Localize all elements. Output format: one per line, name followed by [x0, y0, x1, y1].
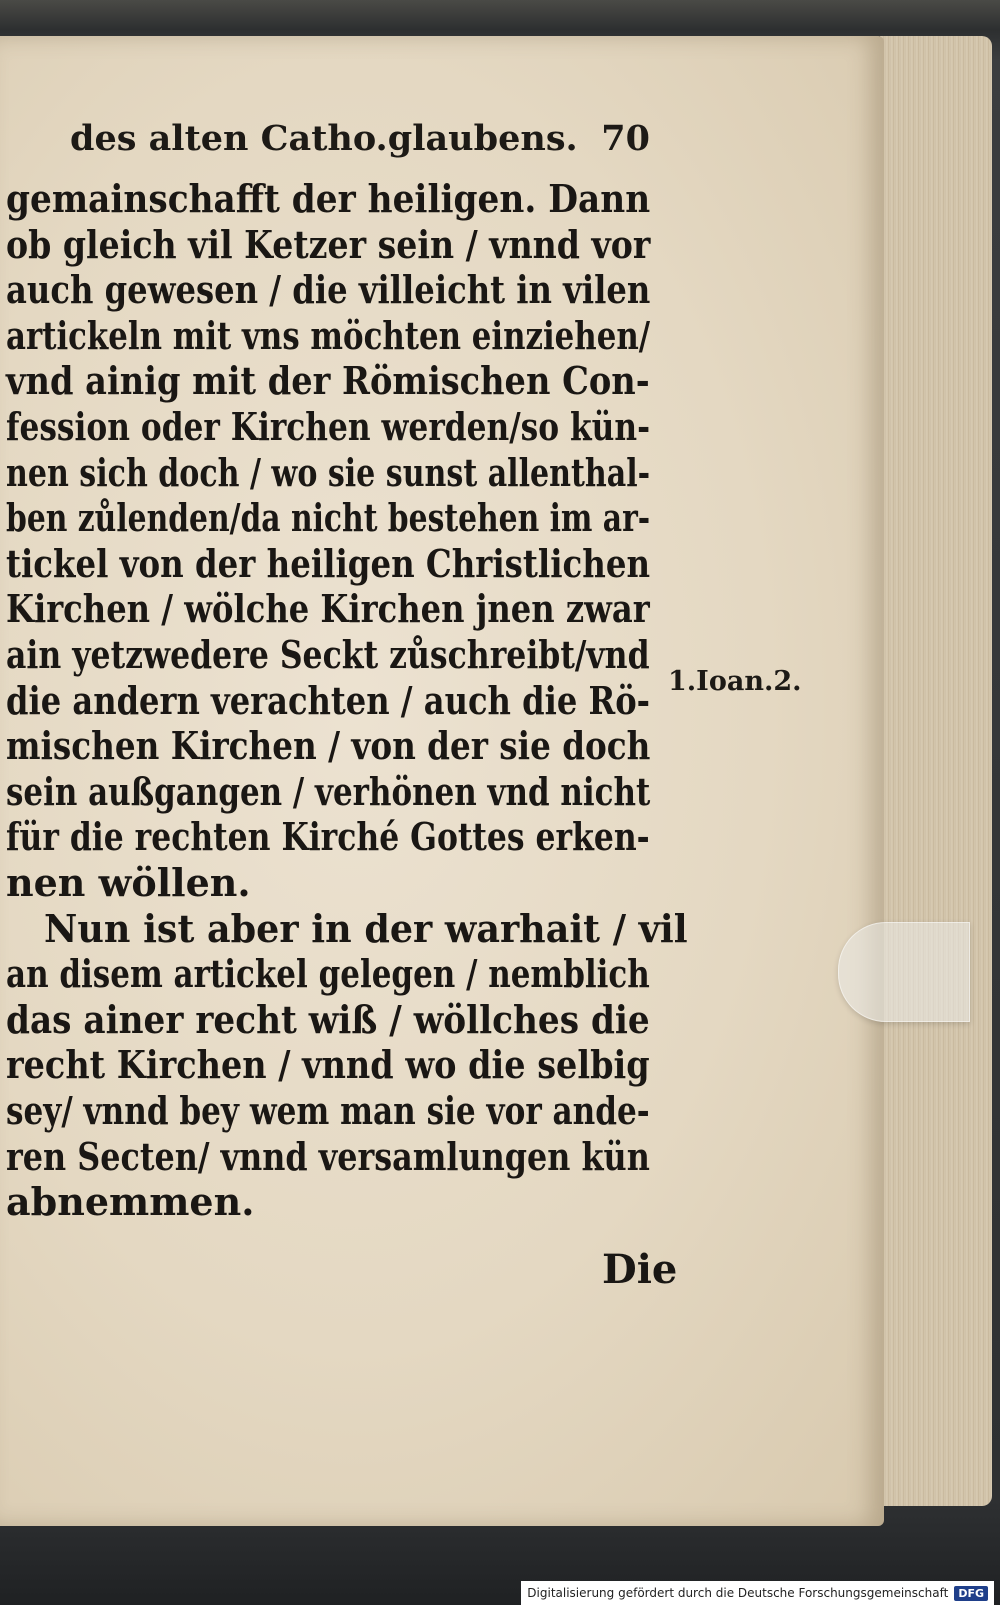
text-line: auch gewesen / die villeicht in vilen	[6, 267, 651, 313]
text-line: an disem artickel gelegen / nemblich	[6, 951, 650, 997]
text-line: ain yetzwedere Seckt zůschreibt/vnd	[6, 632, 650, 677]
text-line: recht Kirchen / vnnd wo die selbig	[6, 1042, 650, 1088]
text-line: fession oder Kirchen werden/so kün-	[6, 404, 651, 449]
text-line: die andern verachten / auch die Rö-	[6, 677, 651, 723]
folio-number: 70	[601, 118, 650, 159]
text-line: artickeln mit vns möchten einziehen/	[6, 312, 650, 358]
text-line: sey/ vnnd bey wem man sie vor ande-	[6, 1088, 650, 1133]
text-line: nen wöllen.	[6, 860, 251, 905]
text-line: für die rechten Kirché Gottes erken-	[6, 814, 650, 860]
text-line: ben zůlenden/da nicht bestehen im ar-	[6, 495, 651, 541]
text-line: mischen Kirchen / von der sie doch	[6, 723, 651, 769]
text-line: tickel von der heiligen Christlichen	[6, 540, 651, 586]
running-head: des alten Catho.glaubens.	[70, 118, 578, 159]
text-line: Nun ist aber in der warhait / vil	[44, 905, 688, 951]
footer-text: Digitalisierung gefördert durch die Deutsche Forschungsgemeinschaft	[527, 1586, 949, 1600]
digitization-footer	[521, 1581, 994, 1605]
text-line: Kirchen / wölche Kirchen jnen zwar	[6, 586, 650, 632]
text-line: gemainschafft der heiligen. Dann	[6, 176, 651, 221]
text-line: nen sich doch / wo sie sunst allenthal-	[6, 449, 651, 495]
marginal-note: 1.Ioan.2.	[668, 666, 802, 697]
dfg-logo: DFG	[954, 1586, 988, 1601]
running-head-line	[70, 118, 650, 178]
text-line: ren Secten/ vnnd versamlungen kün	[6, 1133, 650, 1179]
text-line: abnemmen.	[6, 1179, 255, 1225]
text-line: ob gleich vil Ketzer sein / vnnd vor	[6, 221, 651, 267]
text-line: das ainer recht wiß / wöllches die	[6, 996, 650, 1042]
text-line: vnd ainig mit der Römischen Con-	[6, 358, 650, 404]
book-page-edges	[880, 36, 992, 1506]
page-clip	[838, 922, 970, 1022]
catchword: Die	[602, 1246, 678, 1293]
text-line: sein außgangen / verhönen vnd nicht	[6, 768, 651, 814]
